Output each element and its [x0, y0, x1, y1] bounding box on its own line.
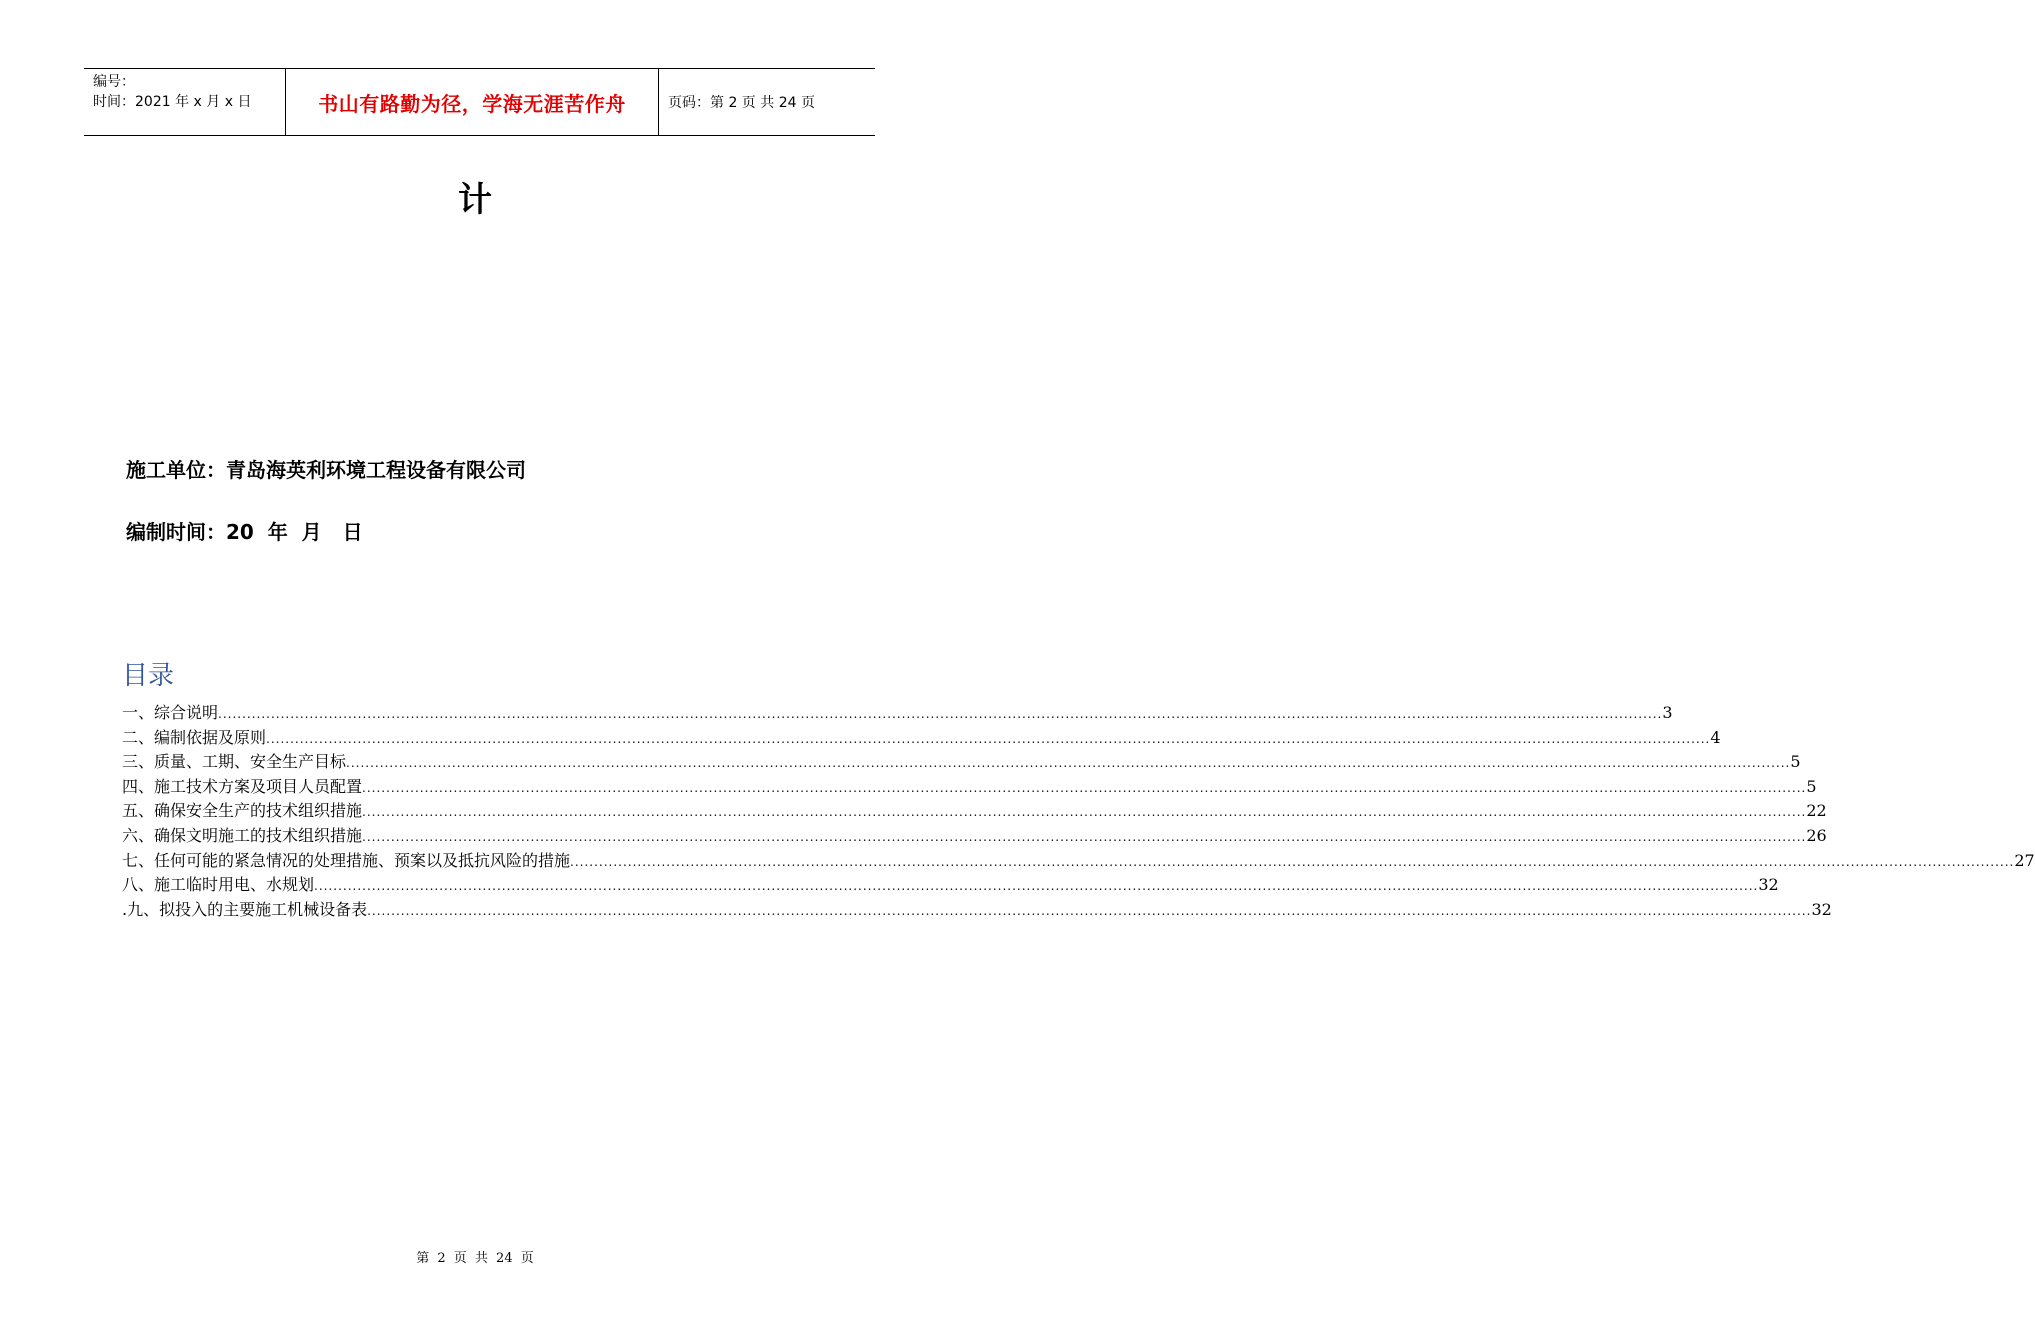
document-title-fragment: 计	[458, 180, 492, 220]
toc-entry-label: 五、确保安全生产的技术组织措施	[122, 801, 363, 821]
header-page-label: 页码：第 2 页 共 24 页	[668, 95, 815, 111]
toc-dot-leader: ............................................................................................................................................................................................................................................................................................................	[346, 756, 1791, 771]
toc-entry-label: 四、施工技术方案及项目人员配置	[122, 776, 363, 796]
toc-entry-label: 一、综合说明	[122, 703, 219, 722]
toc-entry[interactable]	[122, 726, 1721, 751]
header-number-label: 编号：	[93, 74, 135, 90]
header-motto: 书山有路勤为径，学海无涯苦作舟	[318, 91, 626, 116]
construction-unit-line: 施工单位：青岛海英利环境工程设备有限公司	[126, 458, 526, 482]
toc-entry-label: 八、施工临时用电、水规划	[122, 875, 315, 895]
page-header	[84, 68, 875, 136]
toc-dot-leader: ............................................................................................................................................................................................................................................................................................................	[362, 780, 1807, 795]
toc-entry-label: 六、确保文明施工的技术组织措施	[122, 825, 363, 845]
toc-entry-label: 二、编制依据及原则	[122, 727, 267, 747]
toc-entry-label: 七、任何可能的紧急情况的处理措施、预案以及抵抗风险的措施	[122, 850, 571, 870]
header-page-cell	[659, 69, 875, 135]
toc-dot-leader: ............................................................................................................................................................................................................................................................................................................	[218, 707, 1663, 721]
toc-entry-label: 三、质量、工期、安全生产目标	[122, 752, 347, 772]
toc-dot-leader: ............................................................................................................................................................................................................................................................................................................	[570, 854, 2015, 869]
toc-entry[interactable]	[122, 824, 1827, 849]
toc-heading: 目录	[122, 661, 175, 691]
header-meta-cell	[84, 69, 286, 135]
toc-entry[interactable]	[122, 898, 1832, 923]
toc-entry-page: 4	[1710, 727, 1721, 747]
toc-entry-label: .九、拟投入的主要施工机械设备表	[122, 899, 368, 919]
header-motto-cell	[286, 69, 659, 135]
toc-entry[interactable]	[122, 799, 1827, 824]
toc-entry-page: 22	[1806, 801, 1827, 821]
toc-entry-page: 3	[1662, 703, 1673, 722]
toc-entry-page: 5	[1806, 776, 1817, 796]
toc-dot-leader: ............................................................................................................................................................................................................................................................................................................	[367, 903, 1812, 918]
toc-entry[interactable]	[122, 873, 1779, 898]
compile-date-line: 编制时间：20 年 月 日	[126, 520, 363, 544]
toc-entry-page: 26	[1806, 825, 1827, 845]
toc-entry-page: 27	[2014, 850, 2035, 870]
toc-dot-leader: ............................................................................................................................................................................................................................................................................................................	[362, 829, 1807, 844]
toc-entry-page: 5	[1790, 752, 1801, 772]
header-time-label: 时间：2021 年 x 月 x 日	[93, 94, 252, 110]
toc-entry-page: 32	[1758, 875, 1779, 895]
toc-entry-page: 32	[1811, 899, 1832, 919]
toc-dot-leader: ............................................................................................................................................................................................................................................................................................................	[266, 731, 1711, 746]
toc-entry[interactable]	[122, 849, 2035, 874]
toc-entry[interactable]	[122, 701, 1673, 726]
toc-entry[interactable]	[122, 775, 1817, 800]
toc-dot-leader: ............................................................................................................................................................................................................................................................................................................	[314, 879, 1759, 894]
page-footer: 第 2 页 共 24 页	[416, 1251, 534, 1266]
table-of-contents	[122, 701, 2035, 922]
toc-dot-leader: ............................................................................................................................................................................................................................................................................................................	[362, 805, 1807, 820]
toc-entry[interactable]	[122, 750, 1801, 775]
